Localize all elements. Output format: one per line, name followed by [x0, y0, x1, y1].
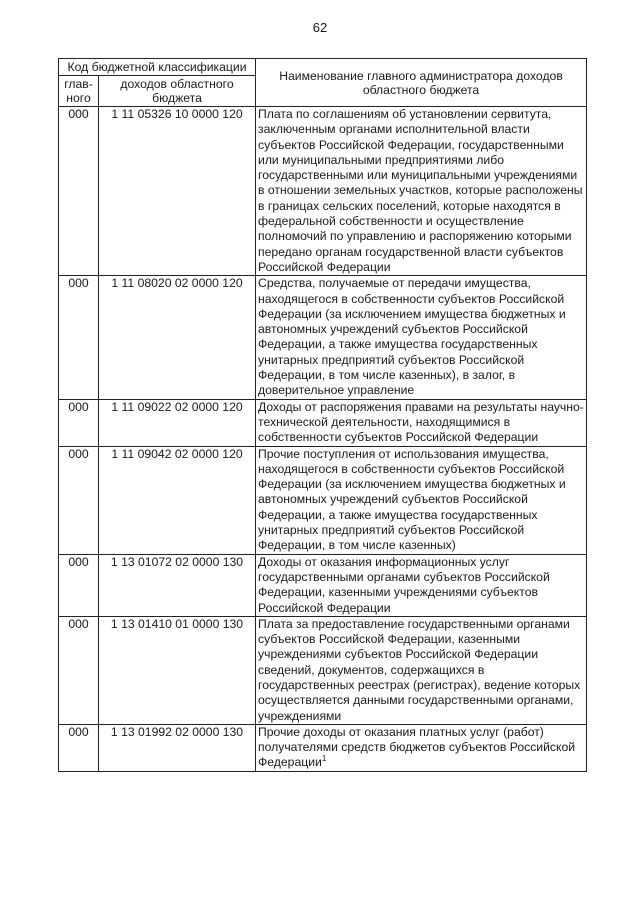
- admin-code-cell: 000: [59, 399, 99, 446]
- table-row: [59, 616, 587, 724]
- table-row: [59, 554, 587, 616]
- income-code-cell: 1 11 09042 02 0000 120: [99, 446, 256, 554]
- footnote-marker: 1: [321, 754, 327, 764]
- admin-code-cell: 000: [59, 446, 99, 554]
- income-name-cell: [256, 724, 587, 771]
- administrator-name-header: Наименование главного администратора доходов областного бюджета: [256, 59, 587, 107]
- income-code-header: доходов областного бюджета: [99, 76, 256, 107]
- income-name-cell: Прочие поступления от использования имущества, находящегося в собственности субъектов Российской Федерации (за исключением имущества бюджетных и автономных учреждений субъектов Российской Федерации, а также имущества государственных унитарных предприятий субъектов Российской Федерации, в том числе казенных): [256, 446, 587, 554]
- admin-code-cell: 000: [59, 554, 99, 616]
- table-row: [59, 276, 587, 399]
- income-name-text: Прочие доходы от оказания платных услуг (работ) получателями средств бюджетов субъектов Российской Федерации: [258, 724, 576, 770]
- table-row: [59, 107, 587, 276]
- income-name-cell: Доходы от оказания информационных услуг государственными органами субъектов Российской Федерации, казенными учреждениями субъектов Российской Федерации: [256, 554, 587, 616]
- income-name-cell: Плата по соглашениям об установлении сервитута, заключенным органами исполнительной власти субъектов Российской Федерации, государственными или муниципальными предприятиями либо государственными или муниципальными учреждениями в отношении земельных участков, которые расположены в границах сельских поселений, которые находятся в федеральной собственности и осуществление полномочий по управлению и распоряжению которыми передано органам государственной власти субъектов Российской Федерации: [256, 107, 587, 276]
- income-code-cell: 1 13 01410 01 0000 130: [99, 616, 256, 724]
- income-name-cell: Средства, получаемые от передачи имущества, находящегося в собственности субъектов Российской Федерации (за исключением имущества бюджетных и автономных учреждений субъектов Российской Федерации, а также имущества государственных унитарных предприятий субъектов Российской Федерации, в том числе казенных), в залог, в доверительное управление: [256, 276, 587, 399]
- page-number: 62: [312, 20, 328, 35]
- table-row: [59, 446, 587, 554]
- income-code-cell: 1 13 01072 02 0000 130: [99, 554, 256, 616]
- header-row-1: [59, 59, 587, 76]
- admin-code-cell: 000: [59, 276, 99, 399]
- admin-code-cell: 000: [59, 724, 99, 771]
- admin-code-cell: 000: [59, 616, 99, 724]
- income-code-cell: 1 11 08020 02 0000 120: [99, 276, 256, 399]
- income-name-cell: Плата за предоставление государственными органами субъектов Российской Федерации, казенными учреждениями субъектов Российской Федерации сведений, документов, содержащихся в государственных реестрах (регистрах), ведение которых осуществляется данными государственными органами, учреждениями: [256, 616, 587, 724]
- income-name-cell: Доходы от распоряжения правами на результаты научно-технической деятельности, находящимися в собственности субъектов Российской Федерации: [256, 399, 587, 446]
- admin-code-cell: 000: [59, 107, 99, 276]
- income-code-cell: 1 13 01992 02 0000 130: [99, 724, 256, 771]
- income-code-cell: 1 11 05326 10 0000 120: [99, 107, 256, 276]
- income-classification-table: [58, 58, 587, 772]
- kbk-group-header: Код бюджетной классификации: [59, 59, 256, 76]
- table-row: [59, 724, 587, 771]
- income-code-cell: 1 11 09022 02 0000 120: [99, 399, 256, 446]
- table-row: [59, 399, 587, 446]
- chief-administrator-header: глав-ного: [59, 76, 99, 107]
